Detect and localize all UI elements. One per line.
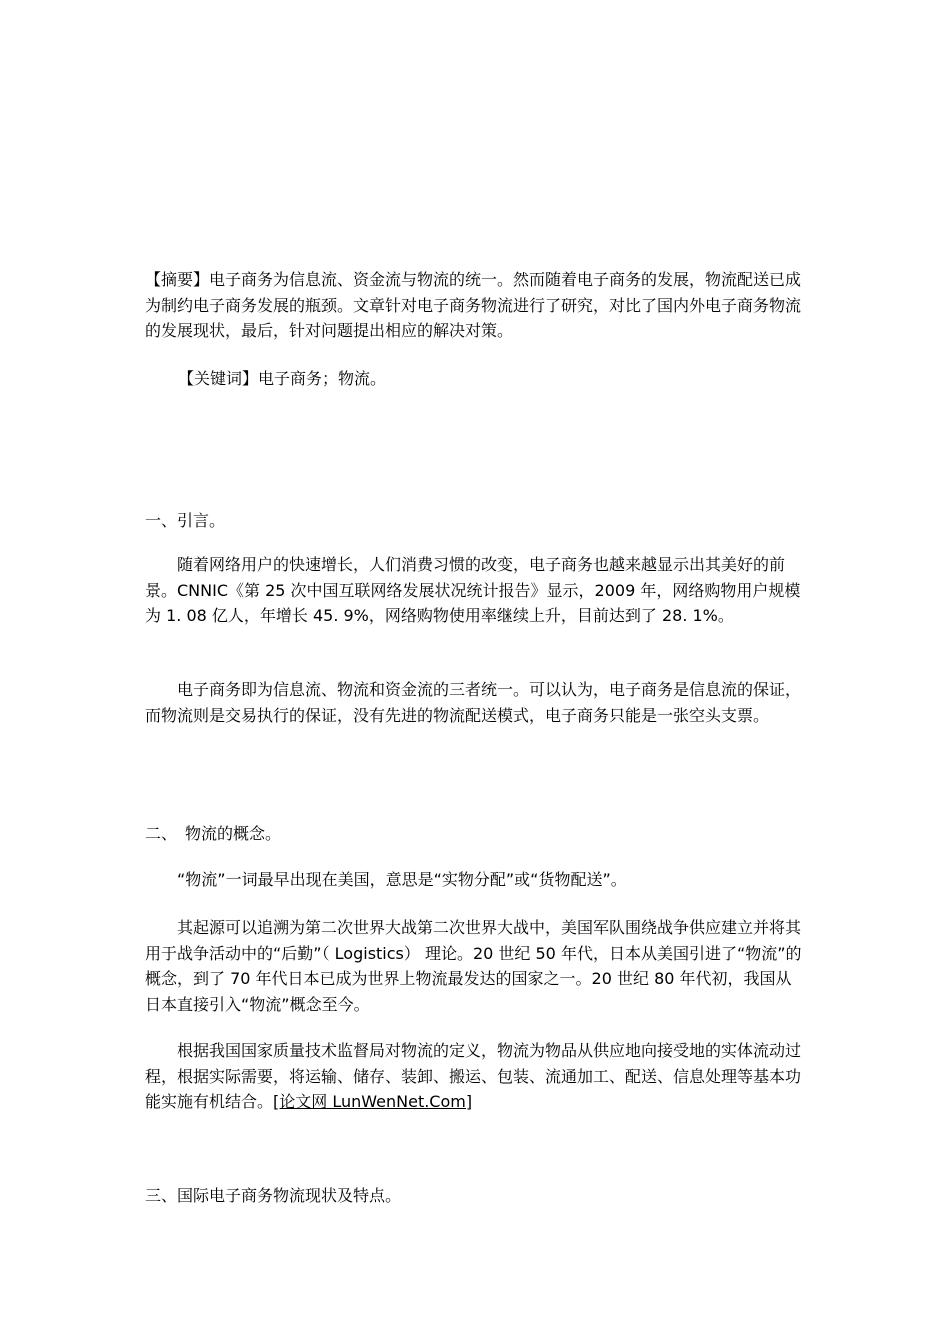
section-1-paragraph-1: 随着网络用户的快速增长，人们消费习惯的改变，电子商务也越来越显示出其美好的前景。CNNIC《第 25 次中国互联网络发展状况统计报告》显示，2009 年，网络购物用户规模为 1. 08 亿人，年增长 45. 9%，网络购物使用率继续上升，目前达到了 28. 1%。 bbox=[145, 555, 801, 625]
section-3-heading: 三、国际电子商务物流现状及特点。 bbox=[145, 1186, 402, 1205]
section-1-heading: 一、引言。 bbox=[145, 511, 226, 530]
section-2-paragraph-2: 其起源可以追溯为第二次世界大战第二次世界大战中，美国军队围绕战争供应建立并将其用于战争活动中的“后勤”（ Logistics） 理论。20 世纪 50 年代，日本从美国引进了“物流”的概念，到了 70 年代日本已成为世界上物流最发达的国家之一。20 世纪 80 年代初，我国从日本直接引入“物流”概念至今。 bbox=[145, 918, 802, 1014]
section-1-paragraph-2: 电子商务即为信息流、物流和资金流的三者统一。可以认为，电子商务是信息流的保证，而物流则是交易执行的保证，没有先进的物流配送模式，电子商务只能是一张空头支票。 bbox=[145, 680, 802, 725]
section-2-paragraph-3 bbox=[145, 1038, 805, 1115]
section-2-paragraph-1: “物流”一词最早出现在美国，意思是“实物分配”或“货物配送”。 bbox=[177, 870, 627, 889]
section-2-paragraph-3-text: 根据我国国家质量技术监督局对物流的定义，物流为物品从供应地向接受地的实体流动过程，根据实际需要，将运输、储存、装卸、搬运、包装、流通加工、配送、信息处理等基本功能实施有机结合。 bbox=[145, 1041, 802, 1111]
keywords-line: 【关键词】电子商务；物流。 bbox=[178, 369, 387, 388]
section-2-heading: 二、 物流的概念。 bbox=[145, 824, 282, 843]
abstract-paragraph: 【摘要】电子商务为信息流、资金流与物流的统一。然而随着电子商务的发展，物流配送已成为制约电子商务发展的瓶颈。文章针对电子商务物流进行了研究，对比了国内外电子商务物流的发展现状，最后，针对问题提出相应的解决对策。 bbox=[145, 270, 802, 340]
lunwennet-link[interactable]: [论文网 LunWenNet.Com] bbox=[273, 1092, 473, 1111]
